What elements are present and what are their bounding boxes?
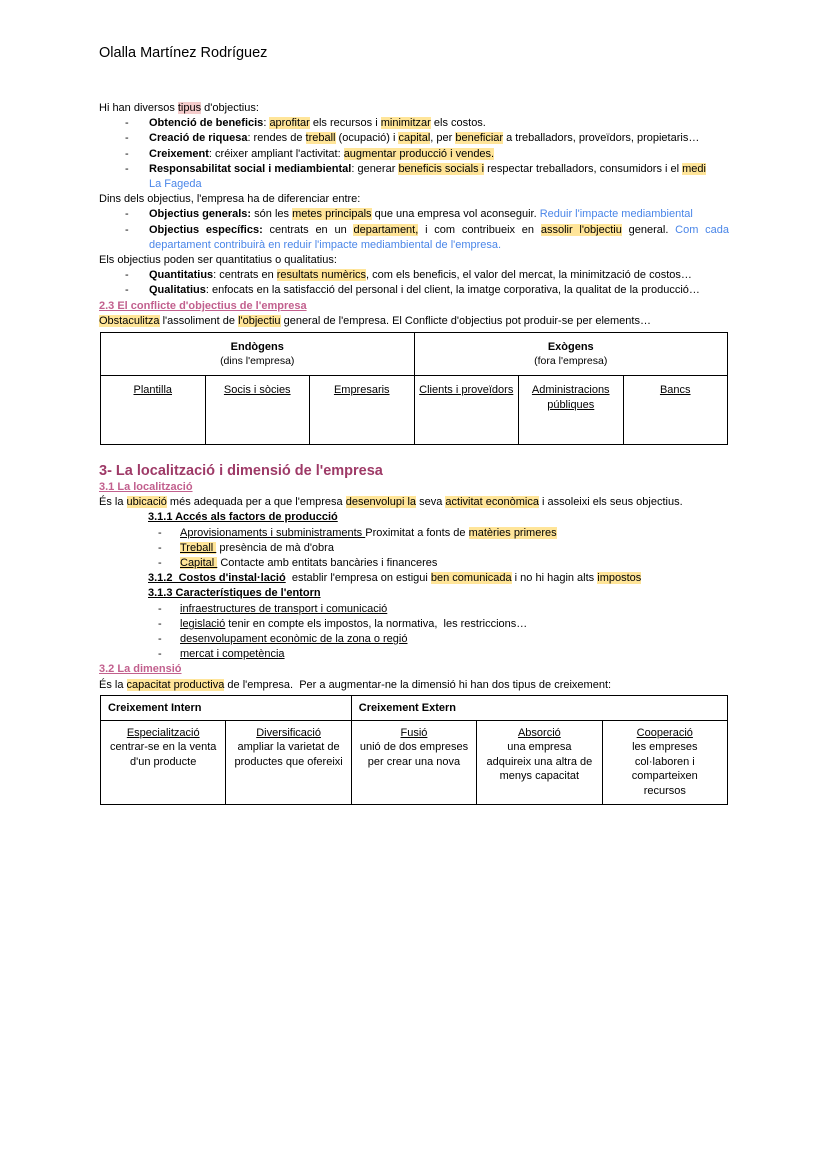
heading-3-1-2-costos bbox=[99, 571, 729, 586]
text-run: És la bbox=[99, 678, 127, 691]
text-run: de l'empresa. Per a augmentar-ne la dimensió hi han dos tipus de creixement: bbox=[224, 678, 612, 691]
table-header-subtitle: (dins l'empresa) bbox=[220, 355, 295, 368]
heading-3-1-3-caracteristiques bbox=[99, 586, 729, 601]
growth-types-table bbox=[100, 695, 728, 805]
text-run: Responsabilitat social i mediambiental bbox=[149, 162, 352, 175]
intro-line bbox=[99, 101, 729, 116]
text-run: Reduir l'impacte mediambiental bbox=[539, 208, 693, 221]
text-run: Proximitat a fonts de bbox=[365, 526, 469, 539]
text-run: i no hi hagin alts bbox=[511, 572, 598, 585]
text-run: minimitzar bbox=[380, 117, 431, 130]
table-header-endogens bbox=[101, 333, 415, 376]
table-cell-term: Especialització bbox=[126, 726, 200, 739]
list-item-creixement bbox=[99, 147, 729, 162]
conflict-factors-table bbox=[100, 332, 728, 445]
text-run: desenvolupament econòmic de la zona o regió bbox=[180, 633, 408, 646]
text-run: medi bbox=[682, 162, 706, 175]
text-run: ubicació bbox=[126, 496, 167, 509]
link-la-fageda bbox=[99, 177, 729, 192]
text-run: l'objectiu bbox=[238, 314, 281, 327]
text-run: Hi han diversos bbox=[99, 102, 178, 114]
table-cell-desc: unió de dos empreses per crear una nova bbox=[359, 741, 469, 768]
list-item-objectius-especifics bbox=[99, 223, 729, 238]
table-cell-administracions bbox=[519, 376, 624, 445]
table-cell-especialitzacio bbox=[101, 720, 226, 804]
text-run: els costos. bbox=[430, 117, 486, 130]
text-run: i com contribueix en bbox=[418, 223, 541, 236]
table-cell-term: Absorció bbox=[517, 726, 561, 739]
table-header-title: Endògens bbox=[230, 341, 284, 354]
text-run: 3- La localització i dimensió de l'empresa bbox=[99, 463, 383, 480]
text-run: : generar bbox=[351, 162, 399, 175]
table-cell-term: Fusió bbox=[400, 726, 428, 739]
list-item-aprovisionaments bbox=[99, 526, 729, 541]
list-item-capital bbox=[99, 556, 729, 571]
text-run: : rendes de bbox=[247, 132, 306, 145]
text-run: Obstaculitza bbox=[99, 314, 160, 327]
text-run: La Fageda bbox=[149, 178, 202, 191]
table-cell-desc: centrar-se en la venta d'un producte bbox=[110, 741, 217, 768]
text-run: a treballadors, proveïdors, propietaris… bbox=[503, 132, 700, 145]
text-run: mercat i competència bbox=[180, 648, 285, 661]
paragraph-quantitatius-qualitatius bbox=[99, 253, 729, 268]
text-run: l'assoliment de bbox=[159, 314, 239, 327]
table-cell-text: Administracions públiques bbox=[531, 384, 610, 411]
text-run: matèries primeres bbox=[468, 526, 557, 539]
table-cell-desc: ampliar la varietat de productes que ofereixi bbox=[234, 741, 343, 768]
table-cell-desc: una empresa adquireix una altra de menys capacitat bbox=[486, 741, 593, 783]
text-run: respectar treballadors, consumidors i el bbox=[484, 162, 683, 175]
text-run: Objectius específics: bbox=[149, 223, 263, 236]
text-run: Creació de riquesa bbox=[149, 132, 248, 145]
text-run: capital bbox=[398, 132, 431, 145]
text-run: assolir l'objectiu bbox=[540, 223, 622, 236]
text-run: Els objectius poden ser quantitatius o qualitatius: bbox=[99, 254, 337, 267]
heading-2-3-conflicte bbox=[99, 299, 729, 314]
text-run: seva bbox=[416, 496, 446, 509]
text-run: 2.3 El conflicte d'objectius de l'empresa bbox=[99, 299, 307, 312]
text-run: Com cada bbox=[675, 223, 730, 236]
list-item-creacio-riquesa bbox=[99, 131, 729, 146]
text-run: , com els beneficis, el valor del mercat, la minimització de costos… bbox=[366, 269, 692, 282]
text-run: : bbox=[263, 117, 270, 130]
text-run: aprofitar bbox=[269, 117, 310, 130]
text-run: Obtenció de beneficis bbox=[149, 117, 264, 130]
table-cell-text: Plantilla bbox=[133, 384, 173, 397]
list-item-infraestructures bbox=[99, 602, 729, 617]
text-run: més adequada per a que l'empresa bbox=[166, 496, 346, 509]
table-cell-absorcio bbox=[477, 720, 602, 804]
continuation-objectius-especifics bbox=[99, 238, 729, 253]
text-run: desenvolupi la bbox=[345, 496, 417, 509]
text-run: general de l'empresa. El Conflicte d'objectius pot produir-se per elements… bbox=[280, 314, 651, 327]
text-run: augmentar producció i vendes. bbox=[343, 147, 495, 160]
table-header-exogens bbox=[414, 333, 728, 376]
text-run: que una empresa vol aconseguir. bbox=[371, 208, 540, 221]
text-run: general. bbox=[621, 223, 676, 236]
text-run: Contacte amb entitats bancàries i financeres bbox=[217, 557, 438, 570]
text-run: infraestructures de transport i comunicació bbox=[180, 602, 388, 615]
heading-3-1-localitzacio bbox=[99, 480, 729, 495]
text-run: establir l'empresa on estigui bbox=[285, 572, 431, 585]
list-item-qualitatius bbox=[99, 283, 729, 298]
text-run: beneficiar bbox=[455, 132, 504, 145]
heading-3-2-dimensio bbox=[99, 662, 729, 677]
text-run: impostos bbox=[597, 572, 642, 585]
text-run: Qualitatius bbox=[149, 284, 206, 297]
table-cell-bancs bbox=[623, 376, 728, 445]
text-run: Creixement bbox=[149, 147, 209, 160]
text-run: (ocupació) i bbox=[335, 132, 399, 145]
table-cell-term: Diversificació bbox=[256, 726, 321, 739]
text-run: 3.1.3 Característiques de l'entorn bbox=[148, 587, 321, 600]
table-cell-cooperacio bbox=[602, 720, 727, 804]
text-run: i assoleixi els seus objectius. bbox=[538, 496, 683, 509]
table-cell-fusio bbox=[351, 720, 476, 804]
list-item-desenvolupament bbox=[99, 632, 729, 647]
table-header-creixement-extern: Creixement Extern bbox=[351, 695, 727, 720]
table-cell-socis bbox=[205, 376, 310, 445]
list-item-quantitatius bbox=[99, 268, 729, 283]
paragraph-obstaculitza bbox=[99, 314, 729, 329]
list-item-responsabilitat-social bbox=[99, 162, 729, 177]
table-cell-empresaris bbox=[310, 376, 415, 445]
table-cell-desc: les empreses col·laboren i comparteixen recursos bbox=[631, 741, 698, 797]
list-item-legislacio bbox=[99, 617, 729, 632]
list-item-mercat-competencia bbox=[99, 647, 729, 662]
document-author: Olalla Martínez Rodríguez bbox=[99, 45, 268, 61]
text-run: : créixer ampliant l'activitat: bbox=[208, 147, 344, 160]
text-run: tipus bbox=[177, 102, 202, 114]
text-run: ben comunicada bbox=[430, 572, 512, 585]
list-item-treball bbox=[99, 541, 729, 556]
table-header-title: Exògens bbox=[547, 341, 594, 354]
text-run: 3.1.1 Accés als factors de producció bbox=[148, 511, 338, 524]
table-cell-text: Socis i sòcies bbox=[223, 384, 291, 397]
list-item-objectius-generals bbox=[99, 207, 729, 222]
table-header-subtitle: (fora l'empresa) bbox=[534, 355, 608, 368]
text-run: els recursos i bbox=[309, 117, 381, 130]
paragraph-dins-objectius bbox=[99, 192, 729, 207]
heading-3-localitzacio-dimensio bbox=[99, 462, 729, 480]
text-run: beneficis socials i bbox=[398, 162, 485, 175]
text-run: Capital bbox=[180, 557, 218, 570]
text-run: presència de mà d'obra bbox=[216, 541, 334, 554]
text-run: metes principals bbox=[292, 208, 372, 221]
table-cell-diversificacio bbox=[226, 720, 351, 804]
text-run: : enfocats en la satisfacció del personal i del client, la imatge corporativa, la qualitat de la producció… bbox=[205, 284, 700, 297]
text-run: 3.1.2 Costos d'instal·lació bbox=[148, 572, 286, 585]
table-cell-term: Cooperació bbox=[636, 726, 693, 739]
heading-3-1-1-acces-factors bbox=[99, 510, 729, 525]
text-run: , per bbox=[430, 132, 456, 145]
text-run: Objectius generals: bbox=[149, 208, 252, 221]
text-run: 3.1 La localització bbox=[99, 481, 193, 494]
text-run: Dins dels objectius, l'empresa ha de diferenciar entre: bbox=[99, 193, 361, 206]
text-run: Quantitatius bbox=[149, 269, 214, 282]
text-run: : centrats en bbox=[213, 269, 277, 282]
table-cell-text: Clients i proveïdors bbox=[419, 384, 514, 397]
text-run: Treball bbox=[180, 541, 217, 554]
table-cell-plantilla bbox=[101, 376, 206, 445]
text-run: departament contribuirà en reduir l'impacte mediambiental de l'empresa. bbox=[149, 238, 502, 251]
paragraph-capacitat-productiva bbox=[99, 678, 729, 693]
table-header-creixement-intern: Creixement Intern bbox=[101, 695, 352, 720]
paragraph-ubicacio bbox=[99, 495, 729, 510]
text-run: resultats numèrics bbox=[276, 269, 367, 282]
text-run: són les bbox=[251, 208, 293, 221]
text-run: capacitat productiva bbox=[126, 678, 225, 691]
text-run: És la bbox=[99, 496, 127, 509]
text-run: 3.2 La dimensió bbox=[99, 663, 182, 676]
text-run: activitat econòmica bbox=[445, 496, 539, 509]
table-cell-clients-proveidors bbox=[414, 376, 519, 445]
text-run: legislació bbox=[180, 617, 226, 630]
text-run: treball bbox=[305, 132, 336, 145]
text-run: Aprovisionaments i subministraments bbox=[180, 526, 366, 539]
text-run: d'objectius: bbox=[201, 102, 259, 114]
text-run: tenir en compte els impostos, la normativa, les restriccions… bbox=[225, 617, 528, 630]
table-cell-text: Empresaris bbox=[333, 384, 390, 397]
list-item-obtencio-beneficis bbox=[99, 116, 729, 131]
text-run: centrats en un bbox=[262, 223, 354, 236]
document-body[interactable] bbox=[99, 0, 729, 805]
text-run: departament, bbox=[353, 223, 419, 236]
table-cell-text: Bancs bbox=[659, 384, 691, 397]
